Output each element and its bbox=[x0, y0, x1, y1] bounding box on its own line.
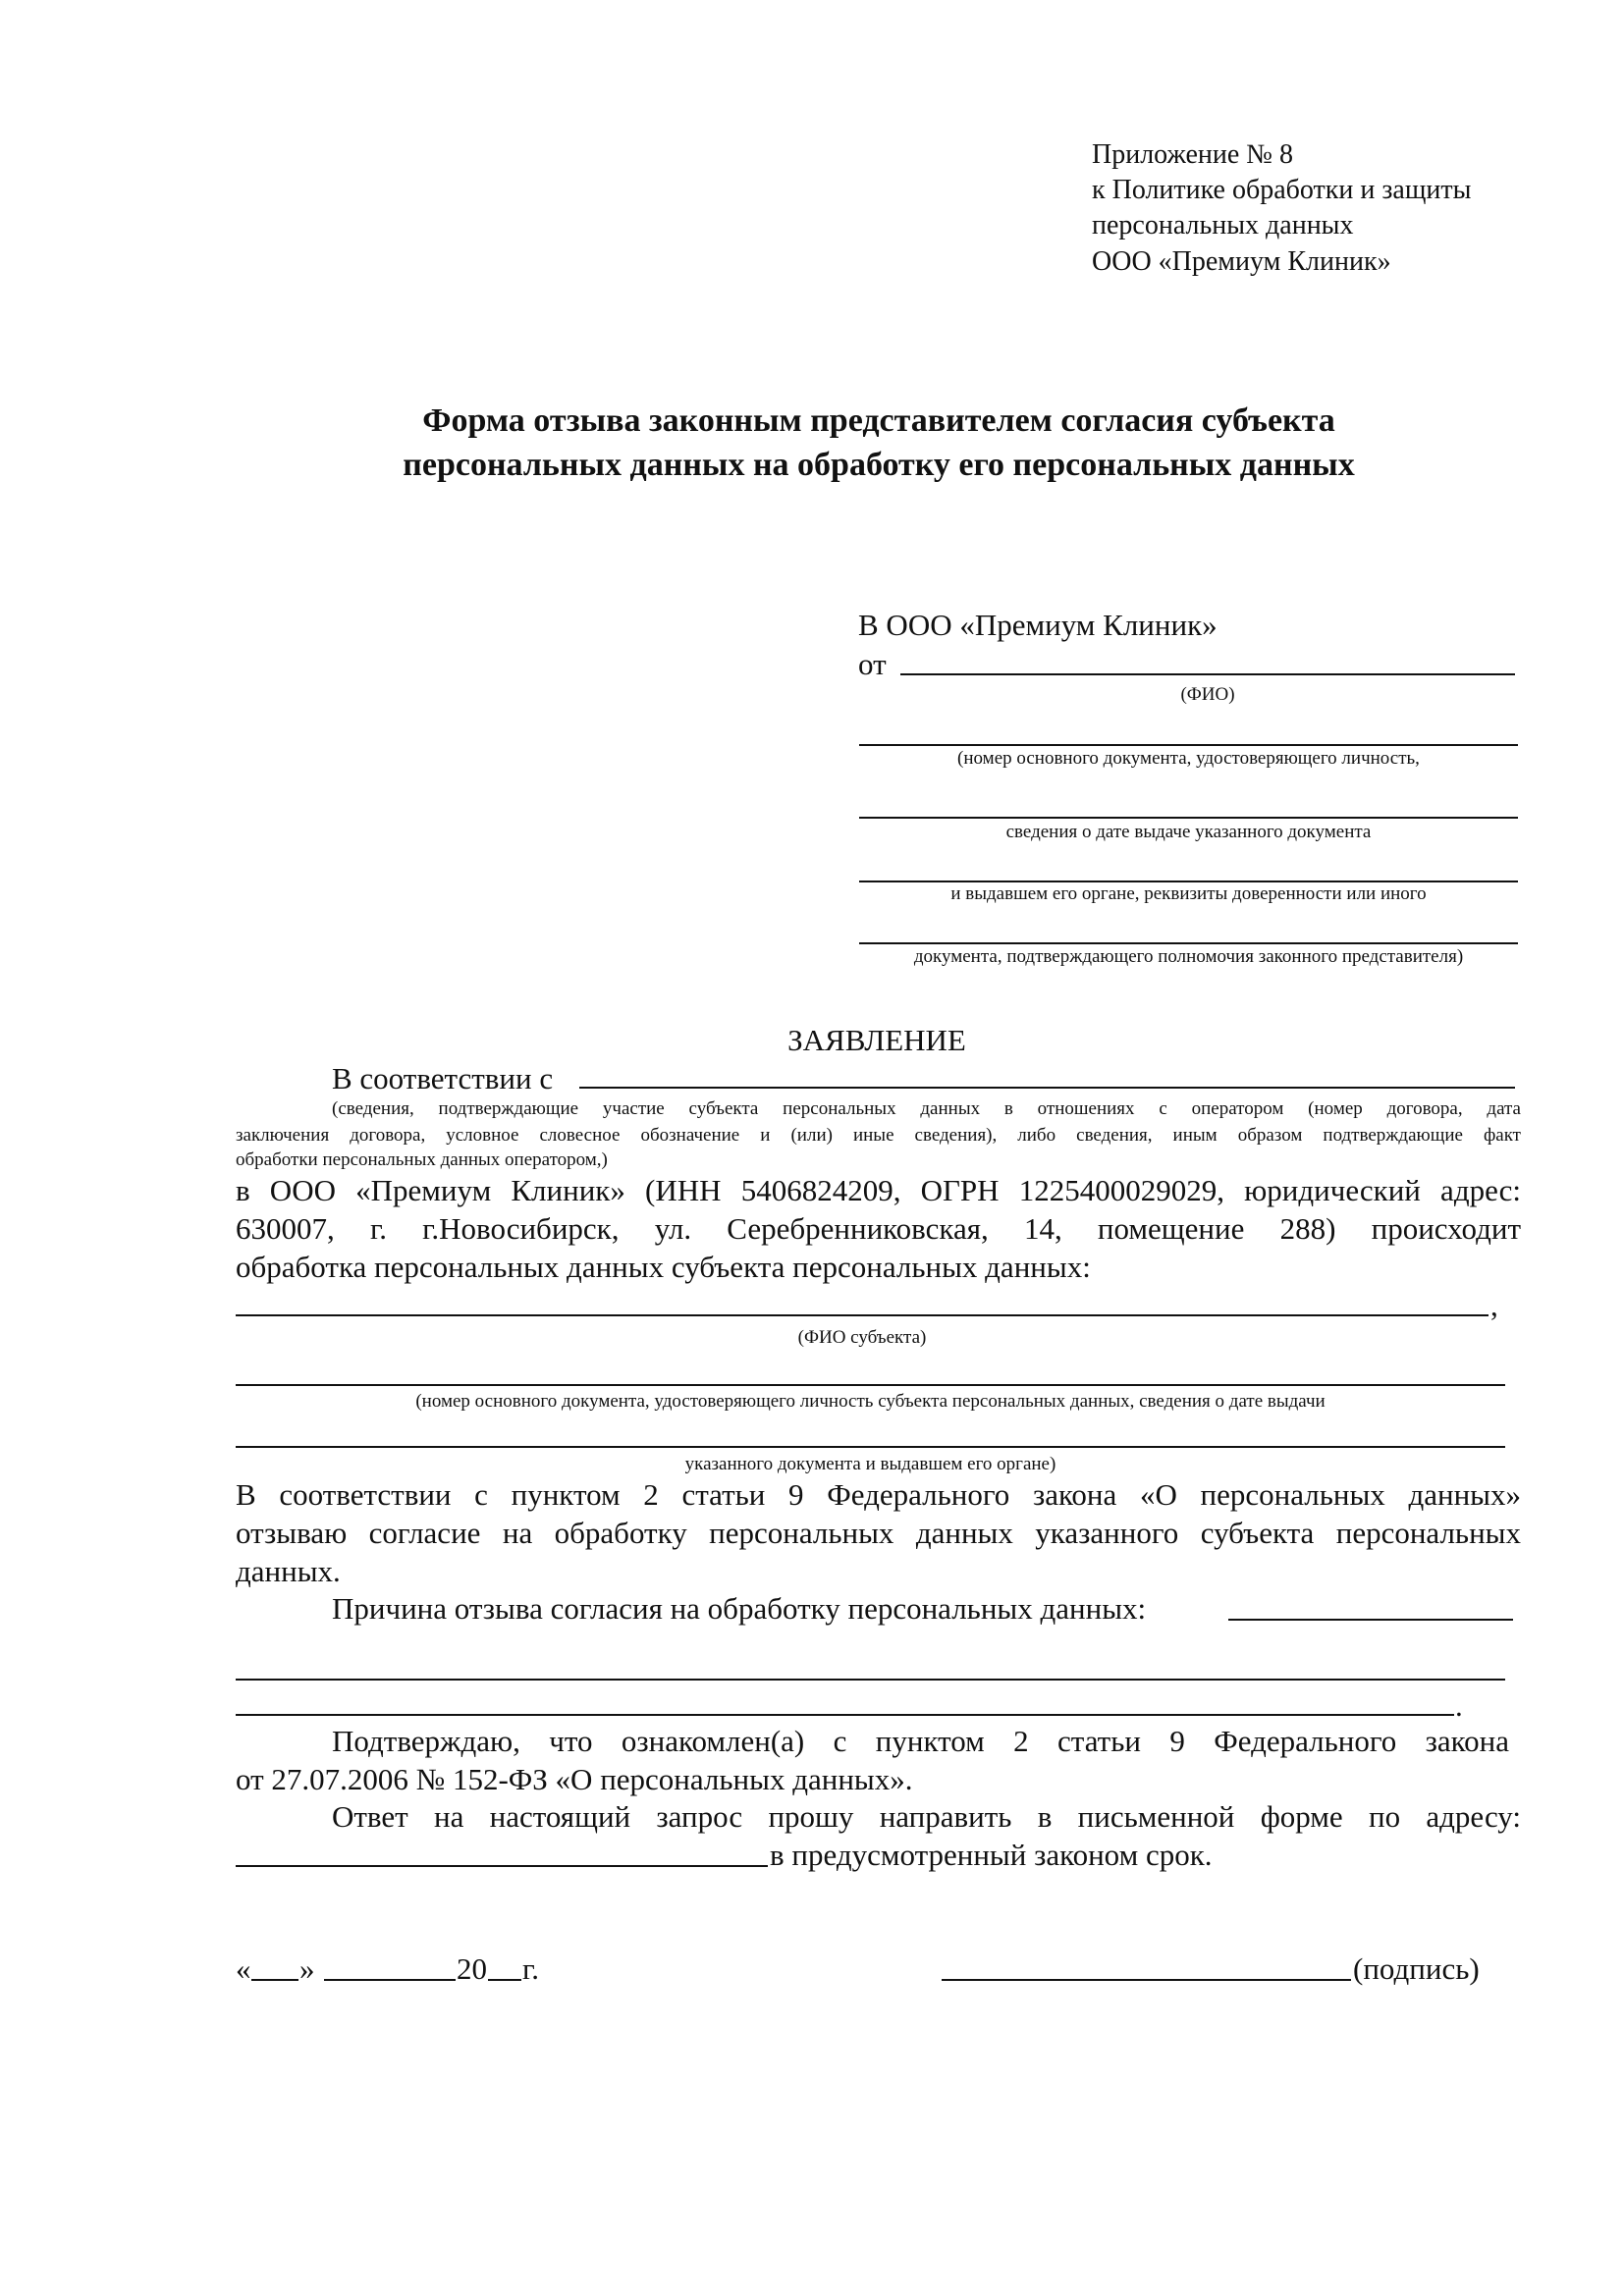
issuer-caption: и выдавшем его органе, реквизиты доверенности или иного bbox=[950, 883, 1427, 904]
reason-field[interactable] bbox=[1228, 1619, 1513, 1621]
statement-heading: ЗАЯВЛЕНИЕ bbox=[787, 1023, 966, 1057]
relationship-note-1: (сведения, подтверждающие участие субъекта персональных данных в отношениях с оператором (номер договора, дата bbox=[332, 1098, 1521, 1119]
period: . bbox=[1455, 1688, 1463, 1723]
addressee-to: В ООО «Премиум Клиник» bbox=[858, 608, 1218, 642]
authority-document-caption: документа, подтверждающего полномочия законного представителя) bbox=[913, 946, 1464, 967]
from-fio-field[interactable] bbox=[900, 673, 1515, 675]
appendix-policy: к Политике обработки и защиты bbox=[1092, 175, 1472, 205]
year-prefix: 20 bbox=[457, 1951, 487, 1986]
reason-label: Причина отзыва согласия на обработку персональных данных: bbox=[332, 1591, 1147, 1626]
month-field[interactable] bbox=[324, 1979, 456, 1981]
date-open-quote: « bbox=[236, 1951, 251, 1986]
page-title-line-2: персональных данных на обработку его персональных данных bbox=[403, 447, 1355, 483]
issue-date-field[interactable] bbox=[859, 817, 1518, 819]
date-close-quote: » bbox=[299, 1951, 315, 1986]
page-title-line-1: Форма отзыва законным представителем согласия субъекта bbox=[422, 402, 1335, 439]
from-label: от bbox=[858, 647, 887, 681]
appendix-company: ООО «Премиум Клиник» bbox=[1092, 246, 1391, 277]
according-label: В соответствии с bbox=[332, 1061, 554, 1095]
authority-document-field[interactable] bbox=[859, 942, 1518, 944]
fio-caption: (ФИО) bbox=[1180, 684, 1235, 705]
subject-document-field[interactable] bbox=[236, 1384, 1505, 1386]
year-field[interactable] bbox=[488, 1979, 521, 1981]
relationship-note-3: обработки персональных данных оператором,) bbox=[236, 1149, 608, 1170]
revoke-line-2: отзываю согласие на обработку персональных данных указанного субъекта персональных bbox=[236, 1516, 1521, 1550]
revoke-line-1: В соответствии с пунктом 2 статьи 9 Федерального закона «О персональных данных» bbox=[236, 1477, 1521, 1512]
subject-fio-field[interactable] bbox=[236, 1314, 1489, 1316]
operator-line-3: обработка персональных данных субъекта персональных данных: bbox=[236, 1250, 1091, 1284]
reason-field-2[interactable] bbox=[236, 1679, 1505, 1681]
signature-field[interactable] bbox=[942, 1979, 1351, 1981]
subject-document-issuer-field[interactable] bbox=[236, 1446, 1505, 1448]
reply-line: Ответ на настоящий запрос прошу направить в письменной форме по адресу: bbox=[332, 1799, 1521, 1834]
confirm-line-2: от 27.07.2006 № 152-ФЗ «О персональных данных». bbox=[236, 1762, 913, 1796]
appendix-number: Приложение № 8 bbox=[1092, 139, 1293, 170]
operator-line-2: 630007, г. г.Новосибирск, ул. Серебренниковская, 14, помещение 288) происходит bbox=[236, 1211, 1521, 1246]
subject-fio-caption: (ФИО субъекта) bbox=[797, 1327, 927, 1348]
reply-address-field[interactable] bbox=[236, 1865, 768, 1867]
reason-field-3[interactable] bbox=[236, 1714, 1454, 1716]
issue-date-caption: сведения о дате выдаче указанного документа bbox=[1005, 822, 1372, 842]
signature-label: (подпись) bbox=[1353, 1951, 1480, 1986]
id-document-field[interactable] bbox=[859, 744, 1518, 746]
confirm-line-1: Подтверждаю, что ознакомлен(а) с пунктом 2 статьи 9 Федерального закона bbox=[332, 1724, 1509, 1758]
revoke-line-3: данных. bbox=[236, 1554, 341, 1588]
subject-document-caption: (номер основного документа, удостоверяющего личность субъекта персональных данных, сведения о дате выдачи bbox=[415, 1391, 1326, 1412]
subject-document-issuer-caption: указанного документа и выдавшем его органе) bbox=[684, 1454, 1056, 1474]
day-field[interactable] bbox=[251, 1979, 298, 1981]
appendix-policy-2: персональных данных bbox=[1092, 210, 1354, 240]
reply-tail: в предусмотренный законом срок. bbox=[770, 1838, 1213, 1872]
relationship-field[interactable] bbox=[579, 1087, 1515, 1089]
operator-line-1: в ООО «Премиум Клиник» (ИНН 5406824209, ОГРН 1225400029029, юридический адрес: bbox=[236, 1173, 1521, 1207]
issuer-field[interactable] bbox=[859, 881, 1518, 882]
relationship-note-2: заключения договора, условное словесное обозначение и (или) иные сведения), либо сведения, иным образом подтверждающие факт bbox=[236, 1125, 1521, 1146]
id-document-caption: (номер основного документа, удостоверяющего личность, bbox=[957, 748, 1420, 769]
comma: , bbox=[1490, 1288, 1498, 1322]
year-suffix: г. bbox=[522, 1951, 539, 1986]
